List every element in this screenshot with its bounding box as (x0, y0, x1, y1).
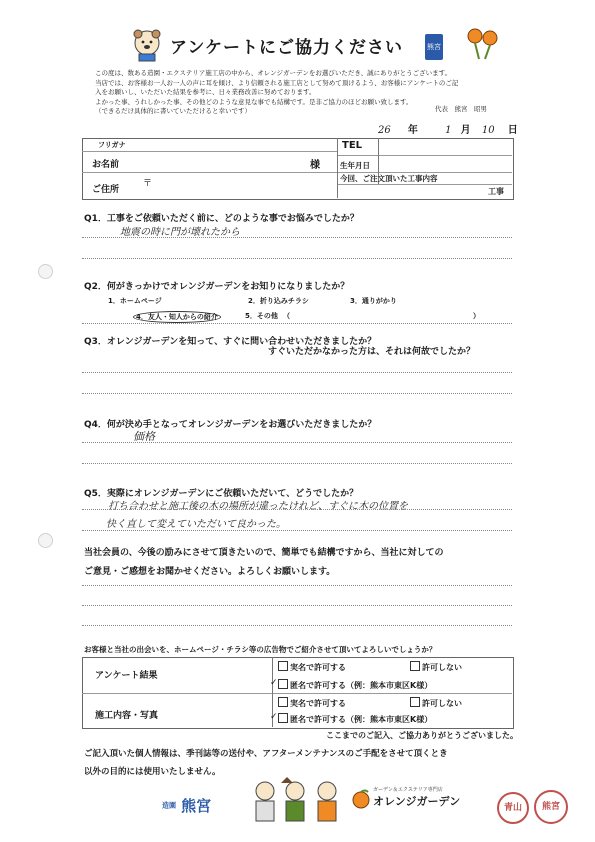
address-label: ご住所 (92, 185, 120, 195)
checkbox[interactable] (278, 697, 288, 707)
date-row (378, 121, 518, 136)
q3-sub: すぐいただかなかった方は、それは何故でしたか？ (268, 347, 476, 357)
consent-photo-anon-label: 匿名で許可する（例：熊本市東区K様） (290, 715, 433, 724)
privacy-line1: ご記入頂いた個人情報は、季刊誌等の送付や、アフターメンテナンスのご手配をさせて頂くとき (84, 749, 448, 759)
name-suffix: 様 (310, 160, 320, 171)
company2-name: オレンジガーデン (373, 795, 461, 808)
consent-survey-deny[interactable] (410, 661, 462, 673)
q1-label: Q1．工事をご依頼いただく前に、どのような事でお悩みでしたか？ (84, 214, 359, 224)
checkbox-checked[interactable] (278, 679, 288, 689)
intro-line: 当店では、お客様お一人お一人の声に耳を傾け、より信頼される施工店として努めて頂けるよう、お客様にアンケートのご記 (95, 78, 459, 87)
tel-label: TEL (342, 140, 363, 151)
intro-line: よかった事、うれしかった事、その他どのような意見な事でも結構です。是非ご協力のほどお願い致します。 (95, 97, 413, 106)
q4-answer[interactable]: 価格 (133, 430, 155, 443)
company1-logo (162, 795, 211, 816)
option-other[interactable]: 5．その他 (245, 312, 278, 320)
q5-label: Q5．実際にオレンジガーデンにご依頼いただいて、どうでしたか？ (84, 489, 359, 499)
bear-mascot-icon (130, 28, 164, 62)
work-suffix: 工事 (488, 187, 504, 196)
checkbox[interactable] (410, 697, 420, 707)
stamp-seal-2 (534, 790, 568, 824)
consent-question: お客様と当社の出会いを、ホームページ・チラシ等の広告物でご紹介させて頂いてよろしいでしょうか？ (84, 645, 437, 654)
consent-row-survey-label: アンケート結果 (95, 671, 158, 681)
option-other-open: （ (283, 312, 290, 320)
consent-row-photo-label: 施工内容・写真 (95, 711, 159, 721)
q3-label: Q3．オレンジガーデンを知って、すぐに問い合わせいただきましたか？ (84, 337, 377, 347)
company2-sub: ガーデン＆エクステリア専門店 (373, 787, 443, 793)
date-day: 10 (481, 125, 495, 136)
brand-badge-text: 熊宮 (427, 43, 441, 51)
consent-survey-realname[interactable] (278, 661, 346, 673)
date-day-unit: 日 (507, 125, 518, 136)
date-year: 26 (378, 125, 391, 136)
address-field[interactable]: 〒 (143, 179, 153, 189)
consent-photo-deny[interactable] (410, 697, 462, 709)
date-month: 1 (445, 125, 452, 136)
thanks-text: ここまでのご記入、ご協力ありがとうございました。 (326, 731, 518, 740)
checkbox[interactable] (278, 661, 288, 671)
furigana-label: フリガナ (98, 141, 126, 149)
q5-answer-line1[interactable]: 打ち合わせと施工後の木の場所が違ったけれど、すぐに木の位置を (108, 501, 408, 512)
member-line1: 当社会員の、今後の励みにさせて頂きたいので、簡単でも結構ですから、当社に対しての (84, 548, 444, 558)
date-year-unit: 年 (407, 125, 418, 136)
name-field[interactable] (140, 153, 305, 171)
orange-tree-icon (465, 26, 501, 62)
consent-survey-realname-label: 実名で許可する (290, 663, 346, 672)
intro-line: この度は、数ある造園・エクステリア施工店の中から、オレンジガーデンをお選びいただき、誠にありがとうございます。 (95, 69, 452, 77)
company2-logo (373, 786, 460, 809)
intro-line: （できるだけ具体的に書いていただけると幸いです） (95, 107, 251, 115)
checkbox[interactable] (410, 661, 420, 671)
company1-small: 造園 (162, 801, 176, 810)
work-label: 今回、ご注文頂いた工事内容 (340, 174, 438, 183)
date-month-unit: 月 (460, 125, 471, 136)
consent-survey-deny-label: 許可しない (422, 663, 462, 672)
option-passing[interactable]: 3．通りがかり (350, 297, 397, 305)
representative: 代表 熊宮 昭男 (435, 105, 487, 113)
stamp-seal-1 (497, 792, 529, 824)
brand-badge (425, 34, 443, 60)
consent-photo-deny-label: 許可しない (422, 699, 462, 708)
consent-photo-realname-label: 実名で許可する (290, 699, 346, 708)
member-line2: ご意見・ご感想をお聞かせください。よろしくお願いします。 (84, 567, 336, 577)
consent-survey-anon[interactable] (278, 679, 432, 691)
stamp-seal-1-text: 青山 (503, 803, 522, 813)
birth-label: 生年月日 (340, 161, 370, 170)
option-flyer[interactable]: 2．折り込みチラシ (248, 297, 309, 305)
name-label: お名前 (92, 160, 120, 170)
q5-answer-line2[interactable]: 快く直して変えていただいて良かった。 (106, 519, 286, 530)
privacy-line2: 以外の目的には使用いたしません。 (84, 767, 221, 777)
stamp-seal-2-text: 熊宮 (541, 802, 560, 812)
consent-photo-anon[interactable] (278, 713, 432, 725)
intro-line: 入をお願いし、いただいた結果を参考に、日々業務改善に努めております。 (95, 88, 316, 96)
consent-photo-realname[interactable] (278, 697, 346, 709)
page-title: アンケートにご協力ください (170, 38, 403, 58)
q4-label: Q4．何が決め手となってオレンジガーデンをお選びいただきましたか？ (84, 420, 377, 430)
option-referral[interactable]: 4．友人・知人からの紹介 (133, 311, 221, 323)
staff-illustration-icon (245, 775, 355, 823)
checkbox-checked[interactable] (278, 713, 288, 723)
option-homepage[interactable]: 1．ホームページ (108, 297, 162, 305)
option-other-close: ） (473, 312, 480, 320)
consent-survey-anon-label: 匿名で許可する（例：熊本市東区K様） (290, 681, 433, 690)
company1-name: 熊宮 (181, 797, 212, 815)
orange-logo-icon (350, 788, 372, 810)
binder-hole-bottom (38, 533, 53, 548)
q1-answer[interactable]: 地震の時に門が壊れたから (120, 227, 240, 238)
q2-label: Q2．何がきっかけでオレンジガーデンをお知りになりましたか？ (84, 282, 350, 292)
binder-hole-top (38, 264, 53, 279)
